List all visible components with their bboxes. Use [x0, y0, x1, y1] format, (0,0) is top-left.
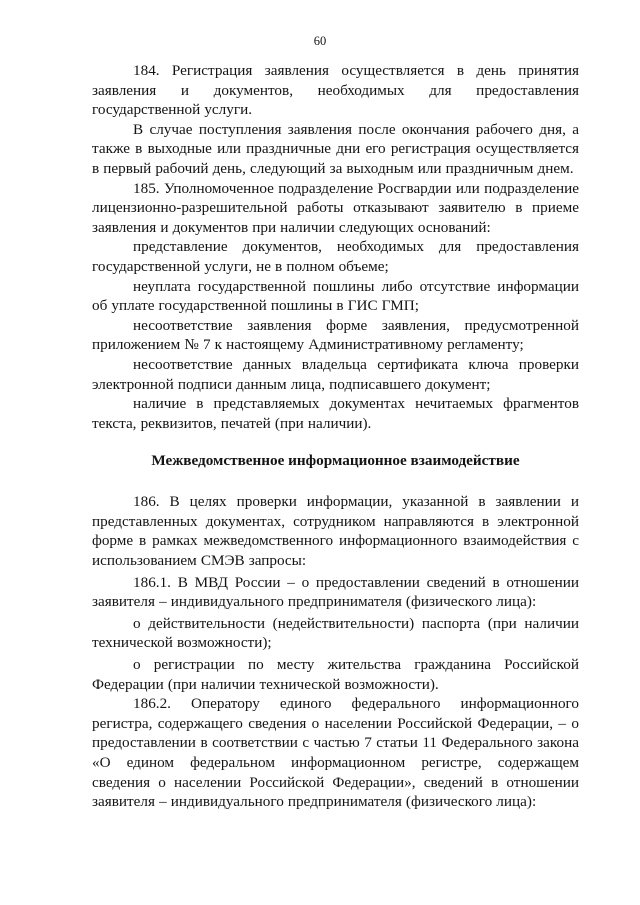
refusal-ground-form-mismatch: несоответствие заявления форме заявления, предусмотренной приложением № 7 к настоящему Административному регламенту; [92, 316, 579, 354]
paragraph-186: 186. В целях проверки информации, указанной в заявлении и представленных документах, сотрудником направляются в электронной форме в рамках межведомственного информационного взаимодействия с использованием СМЭВ запросы: [92, 493, 579, 570]
refusal-ground-unpaid-fee: неуплата государственной пошлины либо отсутствие информации об уплате государственной пошлины в ГИС ГМП; [92, 277, 579, 315]
document-body [92, 61, 579, 812]
section-heading: Межведомственное информационное взаимодействие [151, 452, 520, 470]
page-number: 60 [313, 34, 327, 48]
paragraph-184-registration-timing: В случае поступления заявления после окончания рабочего дня, а также в выходные или праздничные дни его регистрация осуществляется в первый рабочий день, следующий за выходным или праздничным днем. [92, 120, 579, 177]
paragraph-186-1: 186.1. В МВД России – о предоставлении сведений в отношении заявителя – индивидуального предпринимателя (физического лица): [92, 573, 579, 611]
refusal-ground-incomplete-docs: представление документов, необходимых для предоставления государственной услуги, не в полном объеме; [92, 238, 579, 275]
paragraph-186-2: 186.2. Оператору единого федерального информационного регистра, содержащего сведения о населении Российской Федерации, – о предоставлении в соответствии с частью 7 статьи 11 Федерального закона «О едином федеральном информационном регистре, содержащем сведения о населении Российской Федерации», сведений в отношении заявителя – индивидуального предпринимателя (физического лица): [92, 695, 579, 811]
refusal-ground-unreadable-fragments: наличие в представляемых документах нечитаемых фрагментов текста, реквизитов, печатей (при наличии). [92, 395, 579, 432]
paragraph-186-1-residence: о регистрации по месту жительства гражданина Российской Федерации (при наличии технической возможности). [92, 656, 579, 693]
paragraph-186-1-passport: о действительности (недействительности) паспорта (при наличии технической возможности); [92, 614, 579, 652]
refusal-ground-signature-mismatch: несоответствие данных владельца сертификата ключа проверки электронной подписи данным лица, подписавшего документ; [92, 355, 579, 393]
paragraph-185: 185. Уполномоченное подразделение Росгвардии или подразделение лицензионно-разрешительной работы отказывают заявителю в приеме заявления и документов при наличии следующих оснований: [92, 179, 579, 236]
paragraph-184: 184. Регистрация заявления осуществляется в день принятия заявления и документов, необходимых для предоставления государственной услуги. [92, 62, 579, 119]
